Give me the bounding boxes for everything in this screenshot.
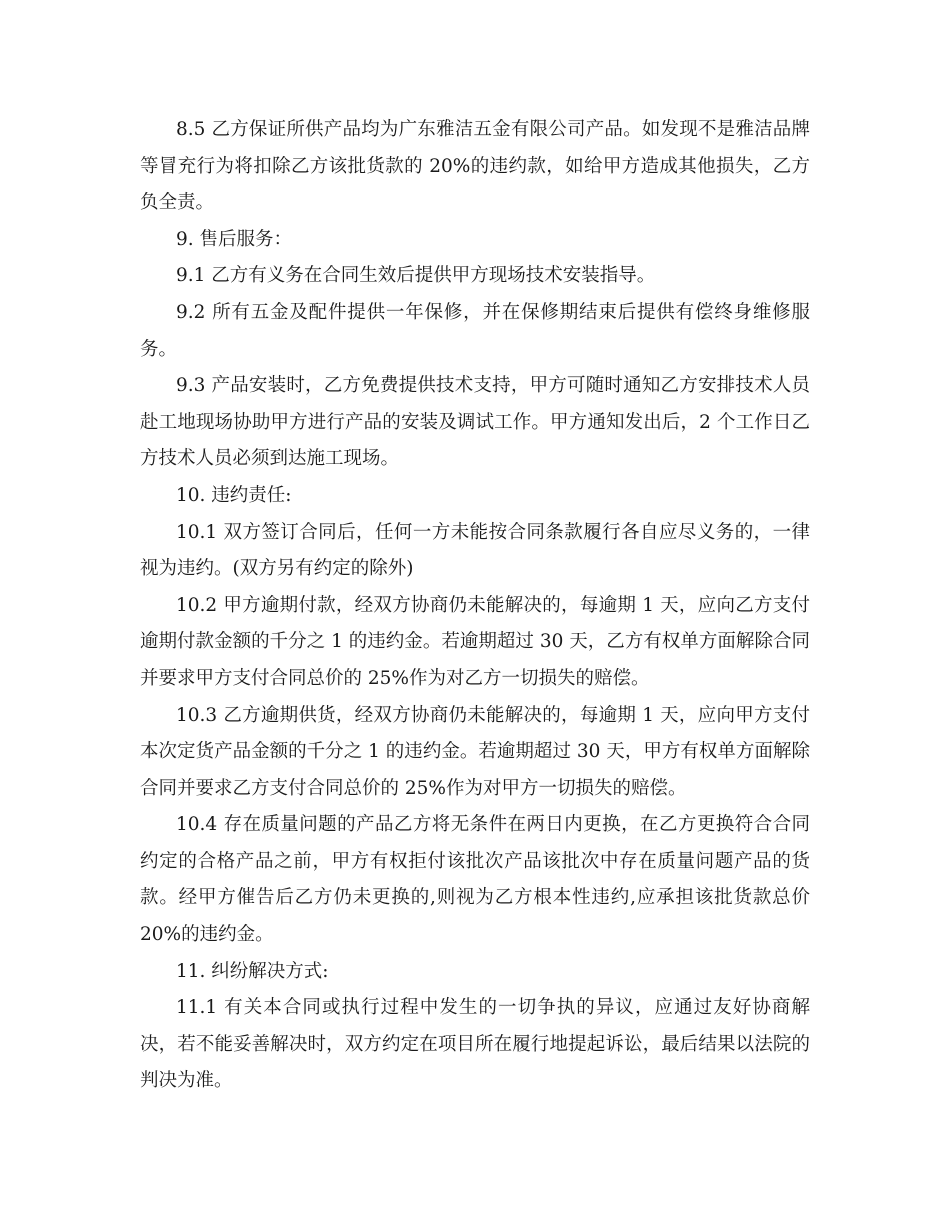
clause-10-4: 10.4 存在质量问题的产品乙方将无条件在两日内更换，在乙方更换符合合同约定的合格产品之前，甲方有权拒付该批次产品该批次中存在质量问题产品的货款。经甲方催告后乙方仍未更换的,则视为乙方根本性违约,应承担该批货款总价 20%的违约金。 [140, 814, 810, 946]
clause-10-3: 10.3 乙方逾期供货，经双方协商仍未能解决的，每逾期 1 天，应向甲方支付本次定货产品金额的千分之 1 的违约金。若逾期超过 30 天，甲方有权单方面解除合同并要求乙方支付合同总价的 25%作为对甲方一切损失的赔偿。 [140, 704, 810, 799]
clause-11-1: 11.1 有关本合同或执行过程中发生的一切争执的异议，应通过友好协商解决，若不能妥善解决时，双方约定在项目所在履行地提起诉讼，最后结果以法院的判决为准。 [140, 997, 810, 1092]
clause-10-2: 10.2 甲方逾期付款，经双方协商仍未能解决的，每逾期 1 天，应向乙方支付逾期付款金额的千分之 1 的违约金。若逾期超过 30 天，乙方有权单方面解除合同并要求甲方支付合同总价的 25%作为对乙方一切损失的赔偿。 [140, 594, 810, 689]
clause-9-2: 9.2 所有五金及配件提供一年保修，并在保修期结束后提供有偿终身维修服务。 [140, 301, 810, 360]
clause-9-1: 9.1 乙方有义务在合同生效后提供甲方现场技术安装指导。 [176, 265, 656, 287]
clause-8-5: 8.5 乙方保证所供产品均为广东雅洁五金有限公司产品。如发现不是雅洁品牌等冒充行为将扣除乙方该批货款的 20%的违约款，如给甲方造成其他损失，乙方负全责。 [140, 119, 810, 214]
document-body [140, 112, 810, 1100]
heading-breach-liability: 10. 违约责任: [176, 484, 292, 506]
heading-dispute-resolution: 11. 纠纷解决方式: [176, 960, 329, 982]
clause-10-1: 10.1 双方签订合同后，任何一方未能按合同条款履行各自应尽义务的，一律视为违约。(双方另有约定的除外) [140, 521, 810, 580]
heading-after-sales-service: 9. 售后服务： [176, 228, 293, 250]
clause-9-3: 9.3 产品安装时，乙方免费提供技术支持，甲方可随时通知乙方安排技术人员赴工地现场协助甲方进行产品的安装及调试工作。甲方通知发出后，2 个工作日乙方技术人员必须到达施工现场。 [140, 375, 810, 470]
